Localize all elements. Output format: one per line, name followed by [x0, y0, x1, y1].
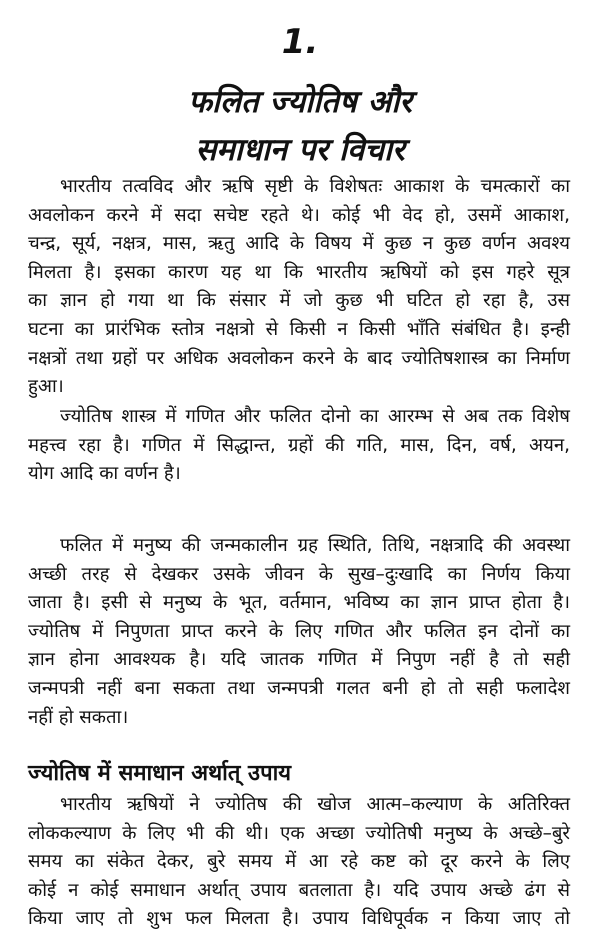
- chapter-title-line-1: फलित ज्योतिष और: [188, 84, 412, 120]
- chapter-title-line-2: समाधान पर विचार: [195, 132, 405, 168]
- paragraph-3: [28, 532, 570, 732]
- text-line: किया जाए तो शुभ फल मिलता है। उपाय विधिपूर्वक न किया जाए तो: [28, 908, 570, 930]
- text-line: ज्ञान होना आवश्यक है। यदि जातक गणित में निपुण नहीं है तो सही: [28, 649, 570, 671]
- text-line: जन्मपत्री नहीं बना सकता तथा जन्मपत्री गलत बनी हो तो सही फलादेश: [28, 677, 570, 699]
- paragraph-2: [28, 403, 570, 489]
- text-line: नहीं हो सकता।: [28, 706, 129, 728]
- text-line: ज्योतिष शास्त्र में गणित और फलित दोनो का आरम्भ से अब तक विशेष: [60, 406, 570, 427]
- section-paragraph: [28, 791, 570, 934]
- text-line: फलित में मनुष्य की जन्मकालीन ग्रह स्थिति, तिथि, नक्षत्रादि की अवस्था: [60, 535, 570, 556]
- text-line: ज्योतिष में निपुणता प्राप्त करने के लिए गणित और फलित इन दोनों का: [28, 620, 570, 642]
- text-line: का ज्ञान हो गया था कि संसार में जो कुछ भी घटित हो रहा है, उस: [28, 290, 570, 312]
- text-line: कोई न कोई समाधान अर्थात् उपाय बतलाता है। यदि उपाय अच्छे ढंग से: [28, 879, 570, 901]
- text-line: हुआ।: [28, 376, 64, 398]
- text-line: लोककल्याण के लिए भी की थी। एक अच्छा ज्योतिषी मनुष्य के अच्छे–बुरे: [28, 822, 570, 844]
- text-line: भारतीय तत्वविद और ऋषि सृष्टी के विशेषतः आकाश के चमत्कारों का: [60, 176, 570, 197]
- text-line: योग आदि का वर्णन है।: [28, 463, 181, 485]
- text-line: चन्द्र, सूर्य, नक्षत्र, मास, ऋतु आदि के विषय में कुछ न कुछ वर्णन अवश्य: [28, 233, 570, 255]
- text-line: महत्त्व रहा है। गणित में सिद्धान्त, ग्रहों की गति, मास, दिन, वर्ष, अयन,: [28, 434, 570, 456]
- text-line: मिलता है। इसका कारण यह था कि भारतीय ऋषियों को इस गहरे सूत्र: [28, 261, 570, 283]
- text-line: जाता है। इसी से मनुष्य के भूत, वर्तमान, भविष्य का ज्ञान प्राप्त होता है।: [28, 592, 570, 614]
- chapter-number: 1.: [281, 22, 319, 62]
- text-line: भारतीय ऋषियों ने ज्योतिष की खोज आत्म–कल्याण के अतिरिक्त: [60, 794, 570, 815]
- text-line: समय का संकेत देकर, बुरे समय में आ रहे कष्ट को दूर करने के लिए: [28, 851, 570, 873]
- paragraph-1: [28, 173, 570, 402]
- text-line: अच्छी तरह से देखकर उसके जीवन के सुख–दुःखादि का निर्णय किया: [28, 563, 570, 585]
- text-line: घटना का प्रारंभिक स्तोत्र नक्षत्रो से किसी न किसी भाँति संबंधित है। इन्ही: [28, 318, 570, 340]
- text-line: अवलोकन करने में सदा सचेष्ट रहते थे। कोई भी वेद हो, उसमें आकाश,: [28, 204, 570, 226]
- section-heading: ज्योतिष में समाधान अर्थात् उपाय: [28, 761, 292, 786]
- text-line: नक्षत्रों तथा ग्रहों पर अधिक अवलोकन करने के बाद ज्योतिषशास्त्र का निर्माण: [28, 347, 570, 369]
